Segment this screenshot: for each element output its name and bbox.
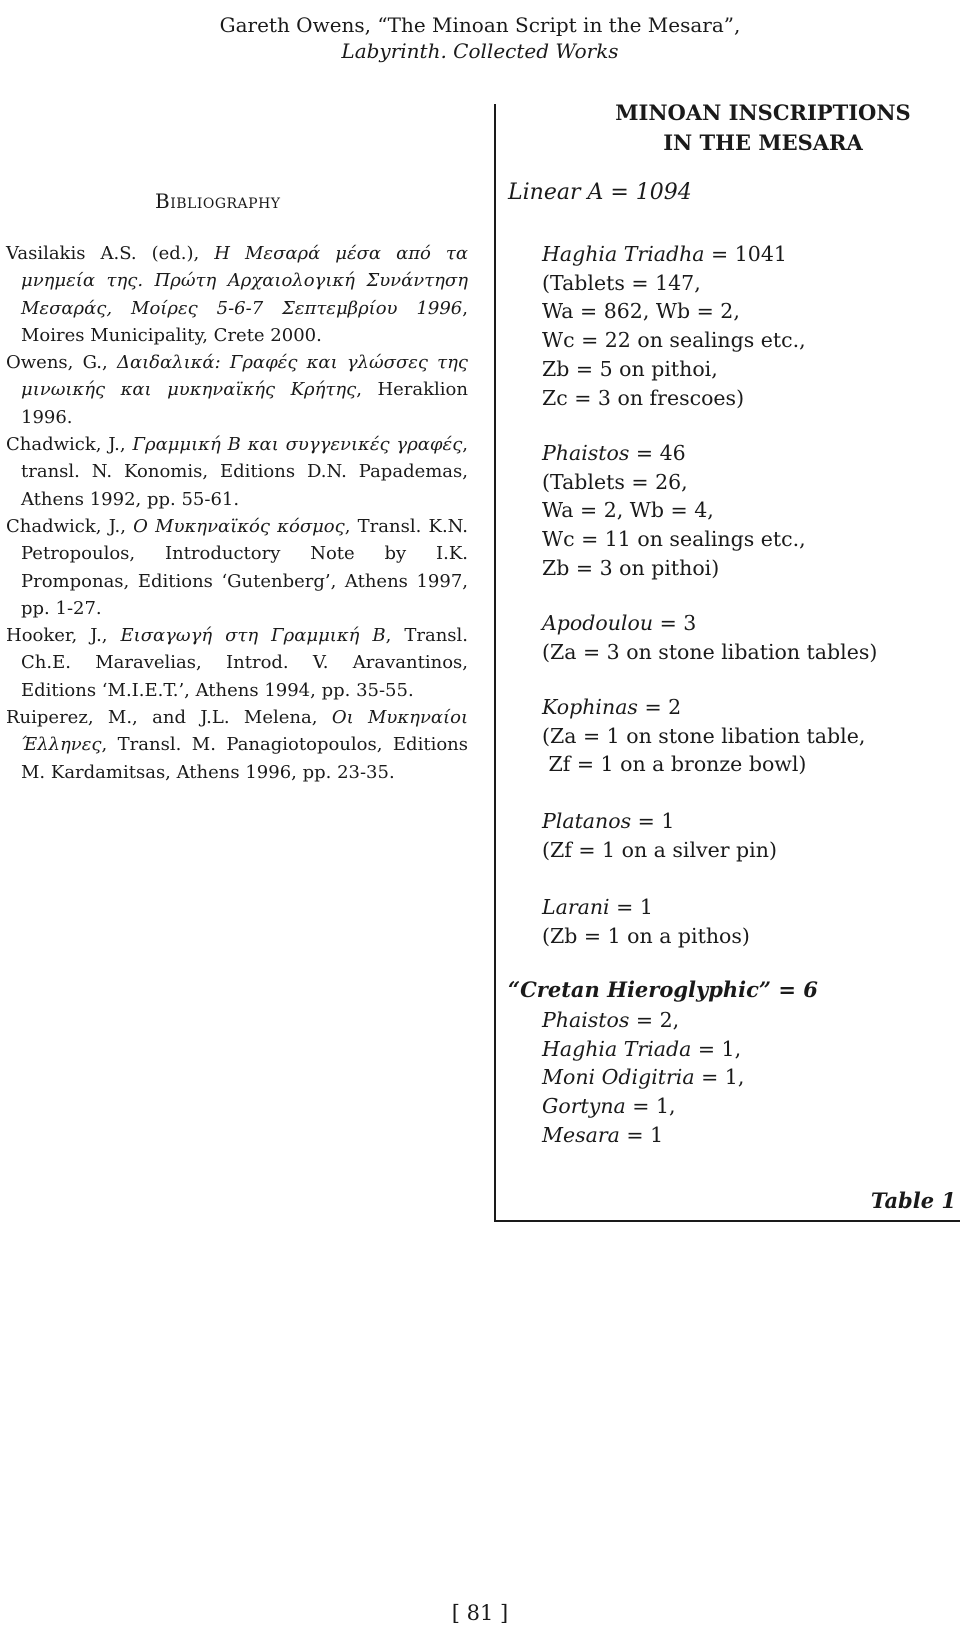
bibliography-entry: [6, 240, 468, 349]
running-header: [180, 12, 780, 64]
site-total: = 1: [609, 895, 653, 919]
site-count: = 1,: [691, 1036, 742, 1061]
page-number: [ 81 ]: [451, 1601, 509, 1625]
site-total: = 46: [629, 441, 686, 465]
hieroglyphic-item: [542, 1121, 744, 1150]
inscription-group: [542, 609, 877, 666]
entry-title: Γραμμική Β και συγγενικές γραφές: [132, 434, 463, 456]
hieroglyphic-heading: “Cretan Hieroglyphic” = 6: [508, 977, 818, 1002]
entry-title: Δαιδαλικά: Γραφές και γλώσσες της μινωικής και μυκηναϊκής Κρήτης: [21, 352, 468, 401]
bibliography-entry: [6, 513, 468, 622]
entry-details: , transl. N. Konomis, Editions D.N. Papademas, Athens 1992, pp. 55-61.: [21, 434, 469, 510]
site-count: = 1,: [625, 1094, 676, 1119]
entry-author: Hooker, J.,: [6, 625, 121, 647]
group-line: (Za = 3 on stone libation tables): [542, 639, 878, 664]
group-line: (Tablets = 147,: [542, 270, 701, 295]
group-line: Zc = 3 on frescoes): [542, 385, 745, 410]
site-name: Apodoulou: [542, 611, 654, 635]
site-name: Phaistos: [542, 441, 630, 465]
group-heading: [542, 609, 877, 638]
entry-title: Οι Μυκηναίοι Έλληνες: [21, 707, 468, 756]
table-title-line: IN THE MESARA: [663, 130, 863, 155]
bibliography-entry: [6, 622, 468, 704]
table-title: [580, 98, 946, 158]
table-left-rule: [494, 104, 496, 1222]
hieroglyphic-item: [542, 1035, 744, 1064]
header-citation: Gareth Owens, “The Minoan Script in the Mesara”,: [219, 13, 741, 37]
hieroglyphic-item: [542, 1092, 744, 1121]
hieroglyphic-item: [542, 1063, 744, 1092]
group-line: Wc = 22 on sealings etc.,: [542, 328, 806, 353]
bibliography-entry: [6, 704, 468, 786]
site-name: Kophinas: [542, 695, 638, 719]
group-line: Zb = 5 on pithoi,: [542, 356, 718, 381]
site-name: Larani: [542, 895, 610, 919]
site-total: = 3: [653, 611, 697, 635]
site-name: Mesara: [542, 1122, 620, 1147]
entry-details: , Transl. M. Panagiotopoulos, Editions M. Kardamitsas, Athens 1996, pp. 23-35.: [21, 734, 468, 783]
linear-a-heading: Linear A = 1094: [508, 180, 692, 205]
table-caption: Table 1: [870, 1188, 956, 1213]
bibliography-list: [6, 240, 468, 786]
inscription-group: [542, 439, 806, 583]
entry-author: Vasilakis A.S. (ed.),: [6, 243, 215, 264]
hieroglyphic-item: [542, 1006, 744, 1035]
site-name: Moni Odigitria: [542, 1065, 695, 1090]
entry-author: Chadwick, J.,: [6, 515, 134, 537]
entry-title: Η Μεσαρά μέσα από τα μνημεία της. Πρώτη Αρχαιολογική Συνάντηση Μεσαράς, Μοίρες 5-6-7 Σεπτεμβρίου 1996: [21, 243, 469, 319]
group-line: Wc = 11 on sealings etc.,: [542, 527, 806, 552]
site-total: = 1041: [704, 242, 787, 266]
header-journal: Labyrinth. Collected Works: [341, 39, 619, 63]
entry-author: Chadwick, J.,: [6, 434, 133, 456]
site-name: Haghia Triadha: [542, 242, 705, 266]
bibliography-heading: Bibliography: [155, 189, 281, 213]
entry-details: , Moires Municipality, Crete 2000.: [21, 297, 468, 346]
group-line: Zf = 1 on a bronze bowl): [542, 752, 807, 777]
site-count: = 1,: [694, 1065, 745, 1090]
entry-details: , Transl. K.N. Petropoulos, Introductory Note by I.K. Promponas, Editions ‘Gutenberg’, Athens 1997, pp. 1-27.: [21, 515, 468, 619]
group-line: (Zb = 1 on a pithos): [542, 923, 750, 948]
group-heading: [542, 693, 865, 722]
inscription-group: [542, 893, 750, 950]
site-name: Platanos: [542, 809, 632, 833]
entry-title: Εισαγωγή στη Γραμμική Β: [120, 625, 386, 647]
group-heading: [542, 893, 750, 922]
entry-details: , Heraklion 1996.: [21, 379, 468, 428]
group-line: (Tablets = 26,: [542, 469, 688, 494]
site-total: = 2: [637, 695, 682, 719]
entry-details: , Transl. Ch.E. Maravelias, Introd. V. Aravantinos, Editions ‘M.I.E.T.’, Athens 1994, pp. 35-55.: [21, 625, 469, 701]
entry-author: Ruiperez, M., and J.L. Melena,: [6, 707, 332, 729]
bibliography-entry: [6, 431, 468, 513]
table-title-line: MINOAN INSCRIPTIONS: [615, 100, 911, 125]
group-heading: [542, 439, 806, 468]
inscription-group: [542, 693, 865, 779]
bibliography-entry: [6, 349, 468, 431]
site-count: = 1: [619, 1122, 664, 1147]
group-line: (Zf = 1 on a silver pin): [542, 837, 777, 862]
group-heading: [542, 240, 806, 269]
site-name: Gortyna: [542, 1094, 626, 1119]
group-line: (Za = 1 on stone libation table,: [542, 723, 866, 748]
hieroglyphic-list: [542, 1006, 744, 1150]
inscription-group: [542, 240, 806, 412]
group-line: Wa = 862, Wb = 2,: [542, 299, 740, 324]
site-name: Haghia Triada: [542, 1036, 692, 1061]
group-heading: [542, 807, 777, 836]
group-line: Zb = 3 on pithoi): [542, 555, 720, 580]
group-line: Wa = 2, Wb = 4,: [542, 498, 714, 523]
entry-title: Ο Μυκηναϊκός κόσμος: [133, 515, 345, 537]
site-count: = 2,: [629, 1008, 680, 1032]
entry-author: Owens, G.,: [6, 352, 117, 374]
site-name: Phaistos: [542, 1008, 630, 1032]
inscription-group: [542, 807, 777, 864]
table-bottom-rule: [494, 1220, 960, 1222]
site-total: = 1: [631, 809, 675, 833]
